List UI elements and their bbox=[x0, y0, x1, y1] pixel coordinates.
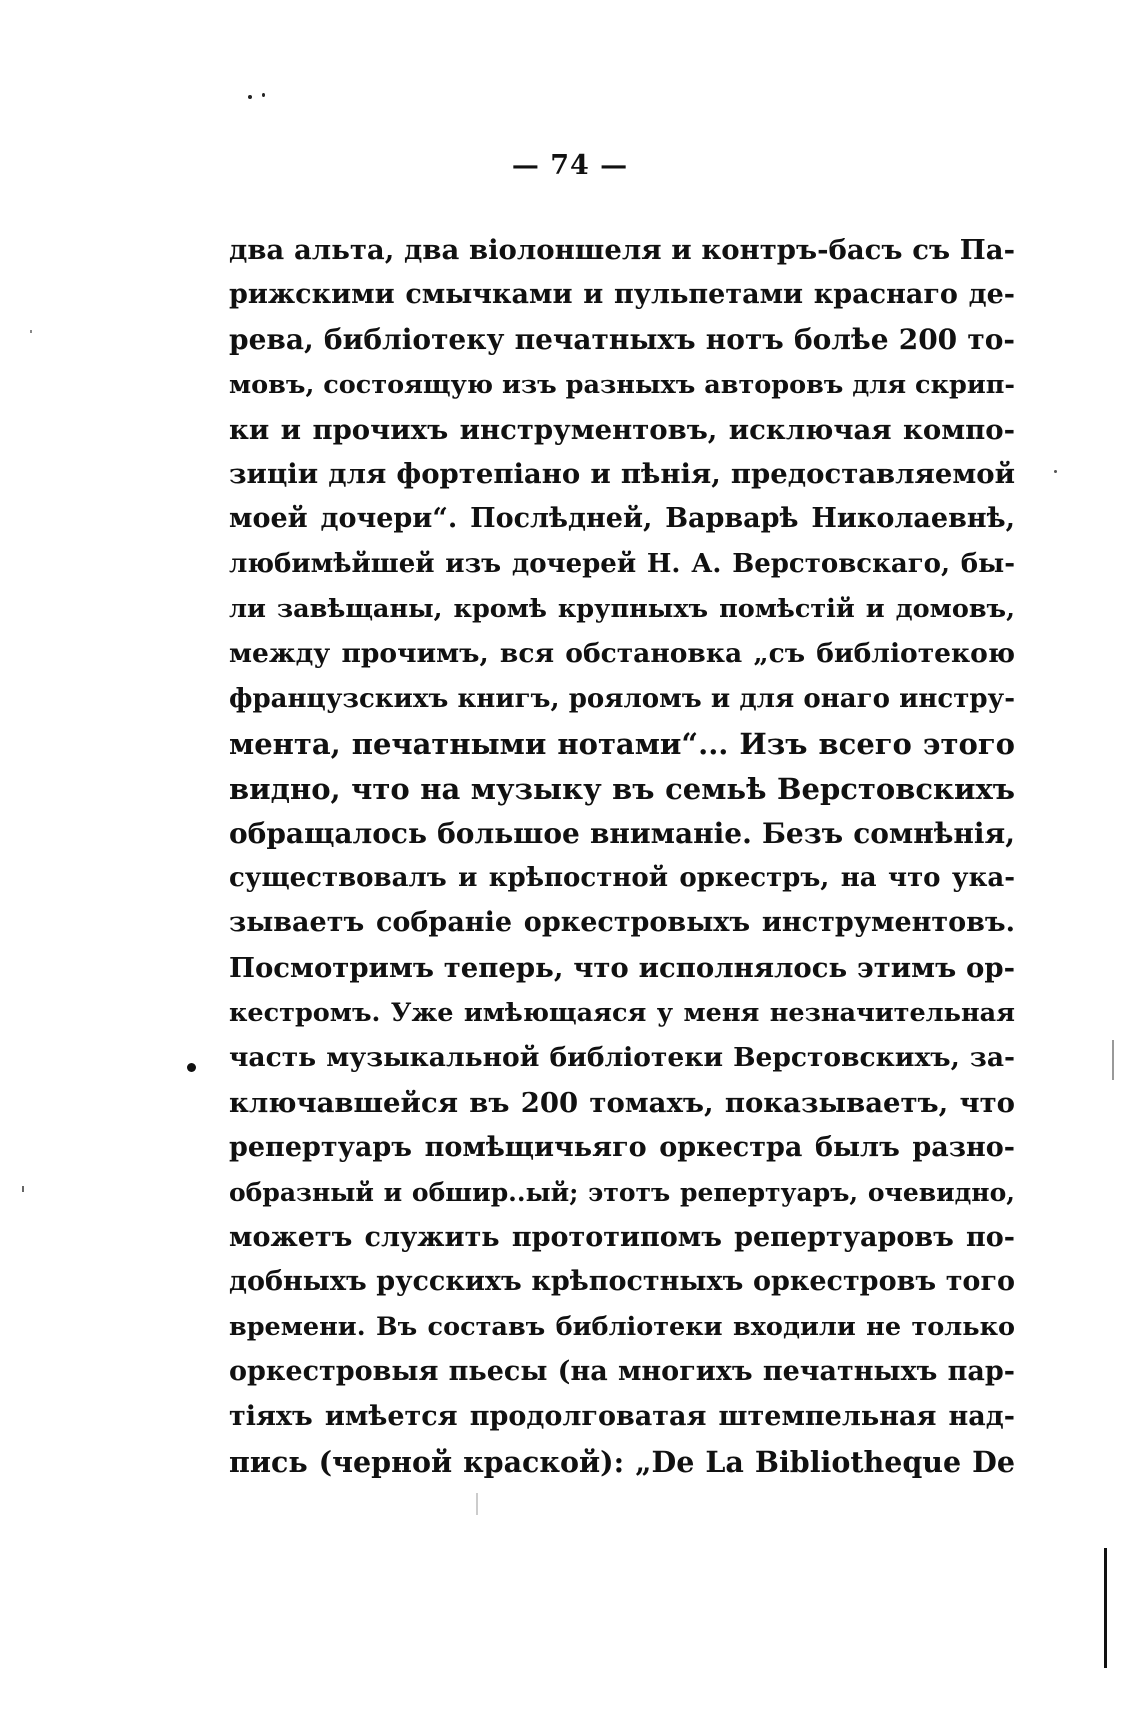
text-line: Посмотримъ теперь, что исполнялось этимъ ор- bbox=[229, 952, 1015, 985]
text-line: зываетъ собраніе оркестровыхъ инструментовъ. bbox=[229, 907, 1015, 939]
text-line: между прочимъ, вся обстановка „съ библіотекою bbox=[229, 638, 1015, 670]
text-line: видно, что на музыку въ семьѣ Верстовскихъ bbox=[229, 771, 1015, 806]
ink-speck bbox=[30, 330, 32, 333]
ink-speck bbox=[22, 1186, 24, 1192]
text-line: любимѣйшей изъ дочерей Н. А. Верстовскаго, бы- bbox=[229, 549, 1015, 580]
text-line: кестромъ. Уже имѣющаяся у меня незначительная bbox=[229, 998, 1015, 1029]
text-line: репертуаръ помѣщичьяго оркестра былъ разно- bbox=[229, 1131, 1015, 1163]
text-line: ключавшейся въ 200 томахъ, показываетъ, что bbox=[229, 1086, 1015, 1119]
text-line: пись (черной краской): „De La Bibliotheque De bbox=[229, 1445, 1015, 1480]
text-line: тіяхъ имѣется продолговатая штемпельная над- bbox=[229, 1401, 1015, 1433]
text-line: времени. Въ составъ библіотеки входили не только bbox=[229, 1312, 1015, 1343]
page-edge-mark bbox=[1112, 1040, 1114, 1080]
text-line: зиціи для фортепіано и пѣнія, предоставляемой bbox=[229, 458, 1015, 491]
text-line: образный и обшир..ый; этотъ репертуаръ, очевидно, bbox=[229, 1177, 1015, 1207]
text-line: добныхъ русскихъ крѣпостныхъ оркестровъ того bbox=[229, 1266, 1015, 1298]
ink-speck bbox=[262, 93, 265, 97]
text-line: можетъ служить прототипомъ репертуаровъ по- bbox=[229, 1221, 1015, 1253]
margin-dot bbox=[187, 1063, 196, 1072]
text-line: два альта, два віолоншеля и контръ-басъ съ Па- bbox=[229, 234, 1015, 266]
text-line: рева, библіотеку печатныхъ нотъ болѣе 200 то- bbox=[229, 322, 1015, 356]
ink-speck bbox=[476, 1493, 478, 1515]
text-line: часть музыкальной библіотеки Верстовскихъ, за- bbox=[229, 1042, 1015, 1074]
text-line: обращалось большое вниманіе. Безъ сомнѣнія, bbox=[229, 816, 1015, 850]
text-line: ки и прочихъ инструментовъ, исключая компо- bbox=[229, 413, 1015, 446]
text-line: существовалъ и крѣпостной оркестръ, на что ука- bbox=[229, 863, 1015, 894]
page-edge-line bbox=[1104, 1548, 1107, 1668]
text-line: французскихъ книгъ, рояломъ и для онаго инстру- bbox=[229, 683, 1015, 714]
text-line: мента, печатными нотами“... Изъ всего этого bbox=[229, 726, 1015, 761]
body-text bbox=[229, 228, 1015, 1485]
page-number: — 74 — bbox=[511, 150, 629, 181]
ink-speck bbox=[248, 95, 252, 99]
text-line: рижскими смычками и пульпетами краснаго де- bbox=[229, 278, 1015, 310]
text-line: ли завѣщаны, кромѣ крупныхъ помѣстій и домовъ, bbox=[229, 594, 1015, 625]
text-line: оркестровыя пьесы (на многихъ печатныхъ пар- bbox=[229, 1356, 1015, 1388]
ink-speck bbox=[1054, 470, 1057, 473]
text-line: мовъ, состоящую изъ разныхъ авторовъ для скрип- bbox=[229, 369, 1015, 400]
text-line: моей дочери“. Послѣдней, Варварѣ Николаевнѣ, bbox=[229, 503, 1015, 535]
